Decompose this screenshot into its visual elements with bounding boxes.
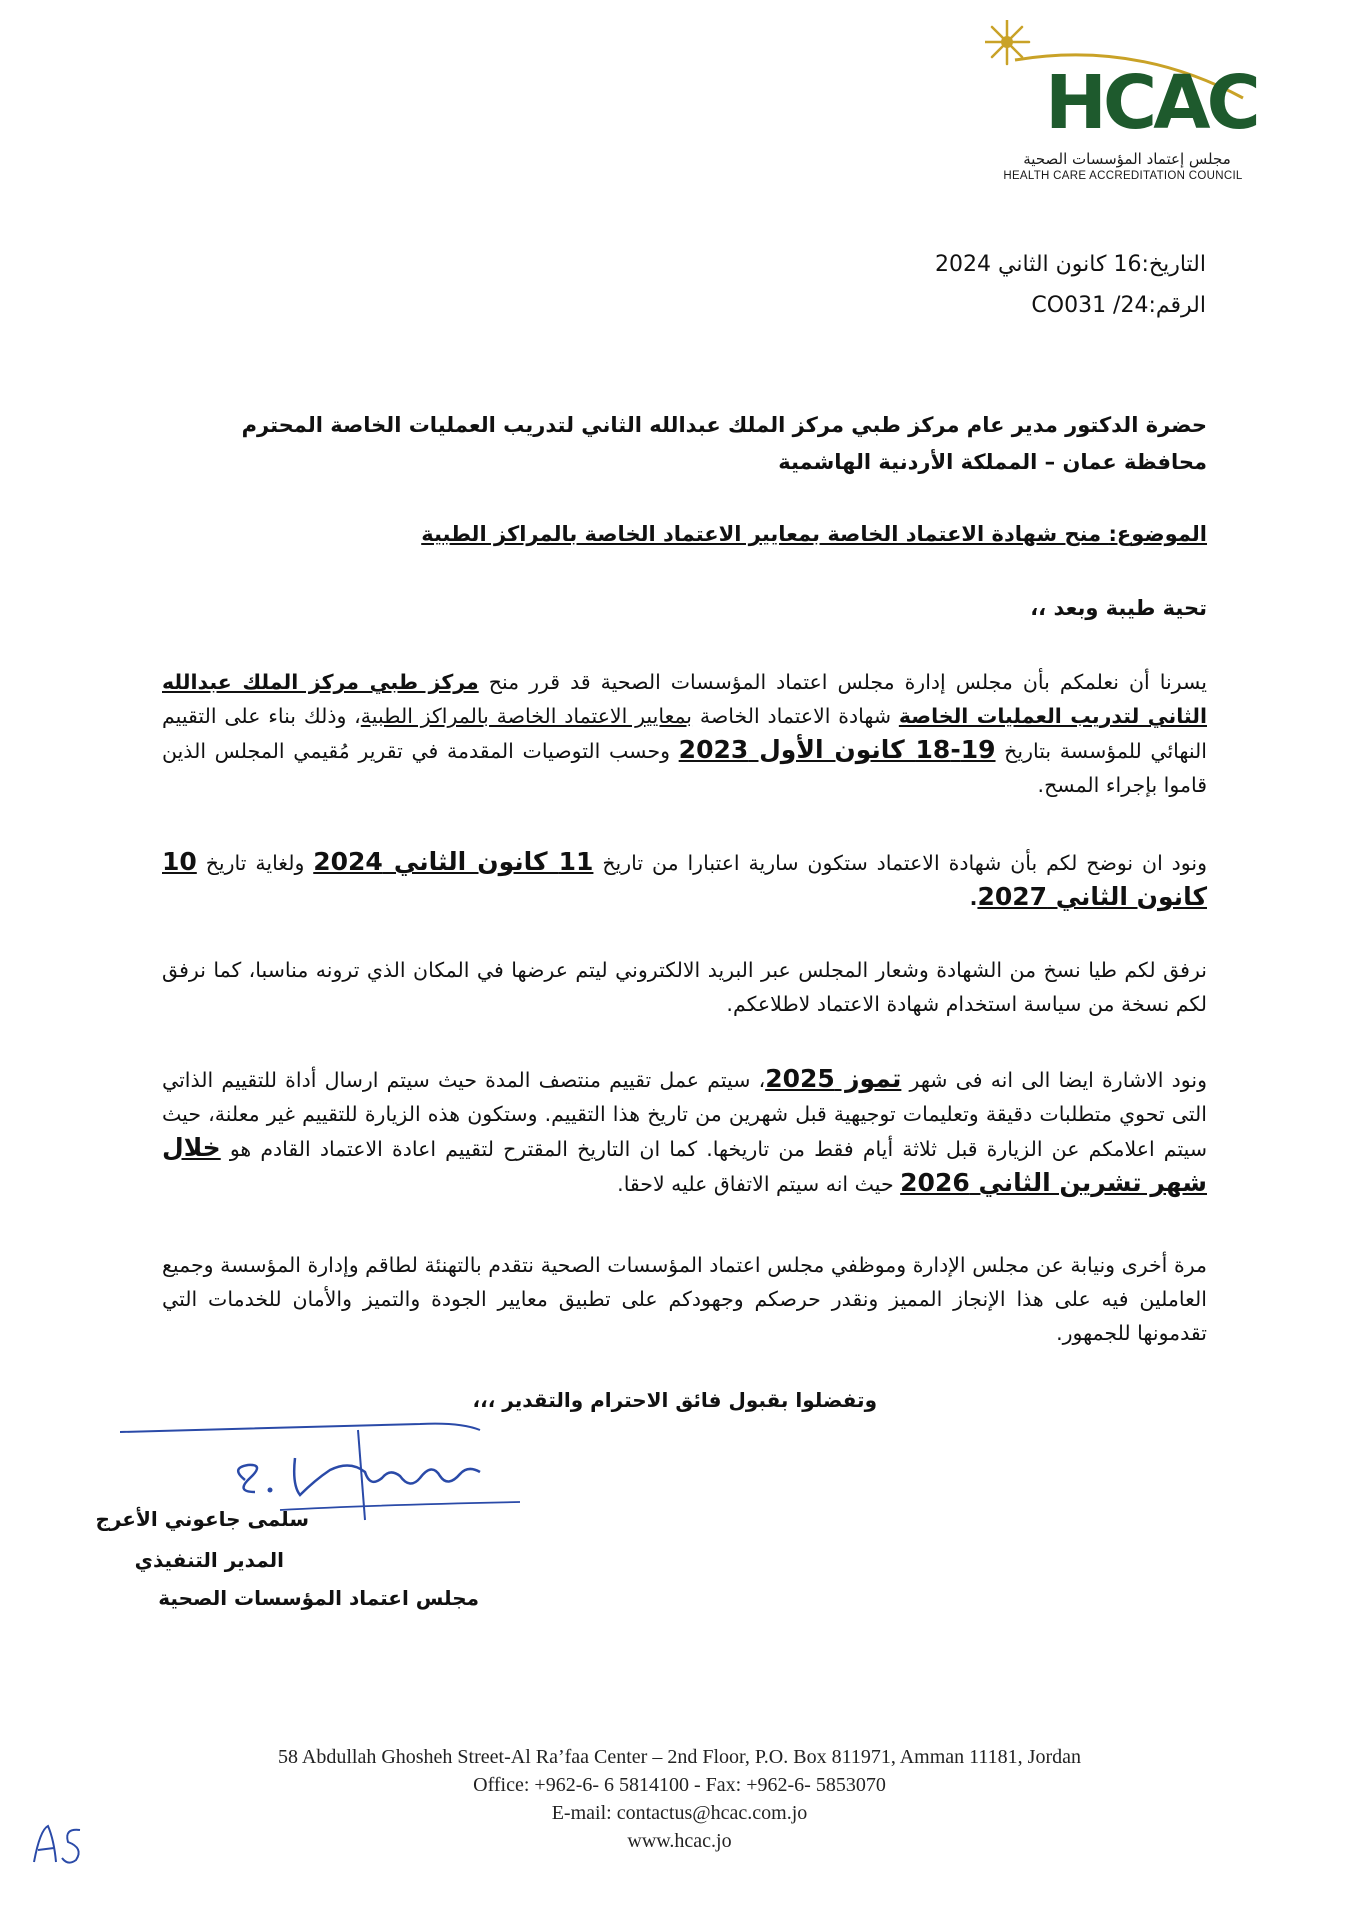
hcac-logo [985,20,1255,180]
paragraph-4 [162,1062,1207,1201]
handwritten-initials [30,1820,90,1870]
addressee-line2: محافظة عمان – المملكة الأردنية الهاشمية [778,450,1207,474]
closing-line: وتفضلوا بقبول فائق الاحترام والتقدير ،،، [472,1388,877,1412]
p1-text-g: وحسب التوصيات المقدمة في تقرير مُقيمي المجلس الذين قاموا بإجراء المسح. [162,739,1207,797]
logo-wordmark: HCAC [1045,60,1257,146]
logo-arabic-name: مجلس إعتماد المؤسسات الصحية [1023,150,1231,168]
footer-address: 58 Abdullah Ghosheh Street-Al Ra’faa Center – 2nd Floor, P.O. Box 811971, Amman 11181, Jordan [278,1746,1081,1768]
p1-standards: بمعايير الاعتماد الخاصة بالمراكز الطبية [360,704,693,728]
p4-text-a: ونود الاشارة ايضا الى انه فى شهر [901,1068,1207,1092]
p2-text-a: ونود ان نوضح لكم بأن شهادة الاعتماد ستكون سارية اعتبارا من تاريخ [593,851,1207,875]
footer-website: www.hcac.jo [627,1830,732,1852]
paragraph-5: مرة أخرى ونيابة عن مجلس الإدارة وموظفي مجلس اعتماد المؤسسات الصحية نتقدم بالتهنئة لطاقم وإدارة المؤسسة وجميع العاملين فيه على هذا الإنجاز المميز ونقدر حرصكم وجهودكم على تطبيق معايير الجودة والتميز والأمان للخدمات التي تقدمونها للجمهور. [162,1253,1207,1345]
subject-label: الموضوع: [1108,522,1207,546]
letter-date: التاريخ:16 كانون الثاني 2024 [935,252,1206,277]
p1-text-a: يسرنا أن نعلمكم بأن مجلس إدارة مجلس اعتماد المؤسسات الصحية قد قرر منح [478,670,1207,694]
signatory-organization: مجلس اعتماد المؤسسات الصحية [158,1586,479,1610]
paragraph-3: نرفق لكم طيا نسخ من الشهادة وشعار المجلس عبر البريد الالكتروني ليتم عرضها في المكان الذي ترونه مناسبا، كما نرفق لكم نسخة من سياسة استخدام شهادة الاعتماد لاطلاعكم. [162,958,1207,1016]
addressee-line1: حضرة الدكتور مدير عام مركز طبي مركز الملك عبدالله الثاني لتدريب العمليات الخاصة المحترم [241,413,1207,437]
signatory-name: سلمى جاعوني الأعرج [95,1507,309,1531]
footer-email: E-mail: contactus@hcac.com.jo [551,1802,808,1824]
logo-english-name: HEALTH CARE ACCREDITATION COUNCIL [1003,170,1243,182]
footer-phones: Office: +962-6- 6 5814100 - Fax: +962-6- 5853070 [473,1774,886,1796]
p2-text-c: ولغاية تاريخ [196,851,314,875]
paragraph-2 [162,845,1207,915]
p2-end-date: 10 كانون الثاني 2027 [162,847,1207,911]
p2-start-date: 11 كانون الثاني 2024 [313,847,594,876]
signatory-title: المدير التنفيذي [134,1548,284,1572]
p1-text-e: ، وذلك بناء على التقييم النهائي للمؤسسة بتاريخ [162,704,1207,763]
greeting: تحية طيبة وبعد ،، [1030,596,1207,620]
p4-text-e: حيث انه سيتم الاتفاق عليه لاحقا. [617,1172,901,1196]
p2-text-e: . [969,886,978,910]
subject-text: منح شهادة الاعتماد الخاصة بمعايير الاعتماد الخاصة بالمراكز الطبية [421,522,1109,546]
subject-line [421,522,1207,546]
p4-reaccreditation-date: خلال شهر تشرين الثاني 2026 [162,1133,1207,1197]
letter-reference: الرقم:24/ CO031 [1031,293,1206,318]
p1-survey-date: 19-18 كانون الأول 2023 [678,735,996,764]
p4-midterm-date: تموز 2025 [765,1064,902,1093]
p1-center-name: مركز طبي مركز الملك عبدالله الثاني لتدريب العمليات الخاصة [162,670,1207,728]
paragraph-1 [162,665,1207,802]
p4-text-c: ، سيتم عمل تقييم منتصف المدة حيث سيتم ارسال أداة للتقييم الذاتي التى تحوي متطلبات دقيقة وتعليمات توجيهية قبل شهرين من تاريخ هذا التقييم. وستكون هذه الزيارة للتقييم غير معلنة، حيث سيتم اعلامكم عن الزيارة قبل ثلاثة أيام فقط من تاريخها. كما ان التاريخ المقترح لتقييم اعادة الاعتماد القادم هو [162,1068,1207,1161]
p1-text-c: شهادة الاعتماد الخاصة [692,704,899,728]
